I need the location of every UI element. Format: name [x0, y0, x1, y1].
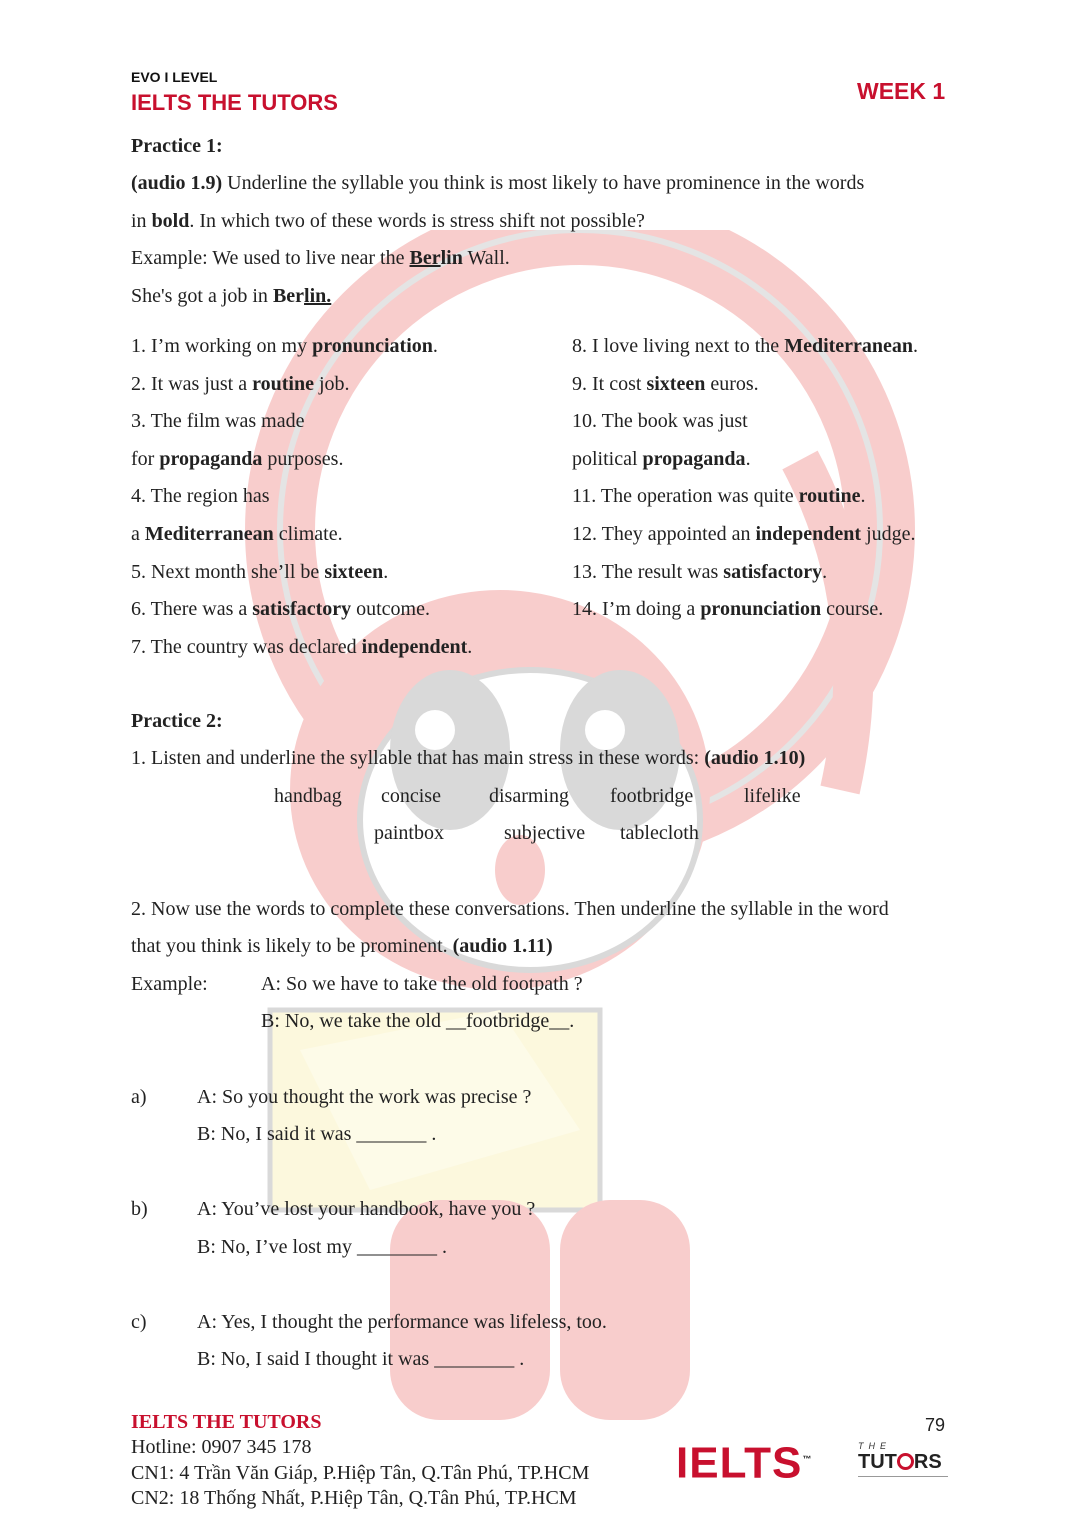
- item-c-line-a: A: Yes, I thought the performance was lifeless, too.: [197, 1311, 607, 1333]
- the-tutors-logo: THE TUT RS: [858, 1441, 953, 1477]
- word-footbridge: footbridge: [610, 785, 694, 807]
- item-a-line-b: B: No, I said it was _______ .: [197, 1123, 437, 1145]
- practice-1-example-1: Example: We used to live near the Berlin Wall.: [131, 247, 510, 269]
- item-b-line-b: B: No, I’ve lost my ________ .: [197, 1236, 447, 1258]
- page-number: 79: [925, 1415, 946, 1435]
- left-sentence-5: 4. The region has: [131, 485, 270, 508]
- left-sentence-1: 1. I’m working on my pronunciation.: [131, 335, 438, 357]
- footer-branch-2: CN2: 18 Thống Nhất, P.Hiệp Tân, Q.Tân Phú, TP.HCM: [131, 1487, 577, 1509]
- practice-1-instruction-line-2: in bold. In which two of these words is stress shift not possible?: [131, 210, 645, 232]
- word-handbag: handbag: [274, 785, 342, 807]
- item-b-line-a: A: You’ve lost your handbook, have you ?: [197, 1198, 536, 1220]
- right-sentence-1: 8. I love living next to the Mediterranean.: [572, 335, 919, 357]
- right-sentence-7: 13. The result was satisfactory.: [572, 560, 828, 583]
- right-sentence-6: 12. They appointed an independent judge.: [572, 523, 916, 545]
- footer-hotline: Hotline: 0907 345 178: [131, 1436, 312, 1458]
- brand-title: IELTS THE TUTORS: [131, 90, 338, 115]
- word-concise: concise: [381, 785, 441, 807]
- practice-1-instruction-line-1: (audio 1.9) Underline the syllable you think is most likely to have prominence in the words: [131, 172, 865, 194]
- right-sentence-5: 11. The operation was quite routine.: [572, 485, 866, 508]
- left-sentence-4: for propaganda purposes.: [131, 447, 344, 470]
- word-tablecloth: tablecloth: [620, 822, 699, 844]
- week-label: WEEK 1: [857, 78, 946, 104]
- word-disarming: disarming: [489, 785, 569, 807]
- item-c-label: c): [131, 1311, 147, 1333]
- level-label: EVO I LEVEL: [131, 69, 218, 85]
- right-sentence-4: political propaganda.: [572, 447, 751, 470]
- word-subjective: subjective: [504, 822, 586, 844]
- left-sentence-2: 2. It was just a routine job.: [131, 372, 350, 395]
- left-sentence-7: 5. Next month she’ll be sixteen.: [131, 560, 389, 583]
- left-sentence-3: 3. The film was made: [131, 410, 305, 433]
- item-b-label: b): [131, 1198, 148, 1220]
- left-sentence-9: 7. The country was declared independent.: [131, 635, 473, 658]
- left-sentence-8: 6. There was a satisfactory outcome.: [131, 598, 430, 621]
- right-sentence-8: 14. I’m doing a pronunciation course.: [572, 598, 884, 621]
- target-icon: [897, 1453, 914, 1470]
- practice-2-title: Practice 2:: [131, 710, 223, 732]
- practice-1-title: Practice 1:: [131, 135, 223, 157]
- example-line-a: A: So we have to take the old footpath ?: [261, 973, 583, 995]
- item-a-line-a: A: So you thought the work was precise ?: [197, 1086, 532, 1108]
- practice-2-question-2-line-2: that you think is likely to be prominent. (audio 1.11): [131, 935, 553, 957]
- footer-brand: IELTS THE TUTORS: [131, 1411, 322, 1433]
- ielts-logo: IELTS™: [676, 1438, 813, 1488]
- left-sentence-6: a Mediterranean climate.: [131, 523, 343, 545]
- practice-2-question-2-line-1: 2. Now use the words to complete these conversations. Then underline the syllable in the word: [131, 898, 889, 920]
- example-label: Example:: [131, 973, 208, 995]
- practice-1-example-2: She's got a job in Berlin.: [131, 285, 332, 307]
- footer-branch-1: CN1: 4 Trần Văn Giáp, P.Hiệp Tân, Q.Tân Phú, TP.HCM: [131, 1462, 590, 1484]
- example-line-b: B: No, we take the old __footbridge__.: [261, 1010, 575, 1032]
- item-a-label: a): [131, 1086, 147, 1108]
- practice-2-question-1: 1. Listen and underline the syllable that has main stress in these words: (audio 1.10): [131, 747, 806, 769]
- word-lifelike: lifelike: [744, 785, 801, 807]
- right-sentence-3: 10. The book was just: [572, 410, 748, 433]
- word-paintbox: paintbox: [374, 822, 444, 844]
- item-c-line-b: B: No, I said I thought it was ________ .: [197, 1348, 525, 1370]
- right-sentence-2: 9. It cost sixteen euros.: [572, 372, 759, 395]
